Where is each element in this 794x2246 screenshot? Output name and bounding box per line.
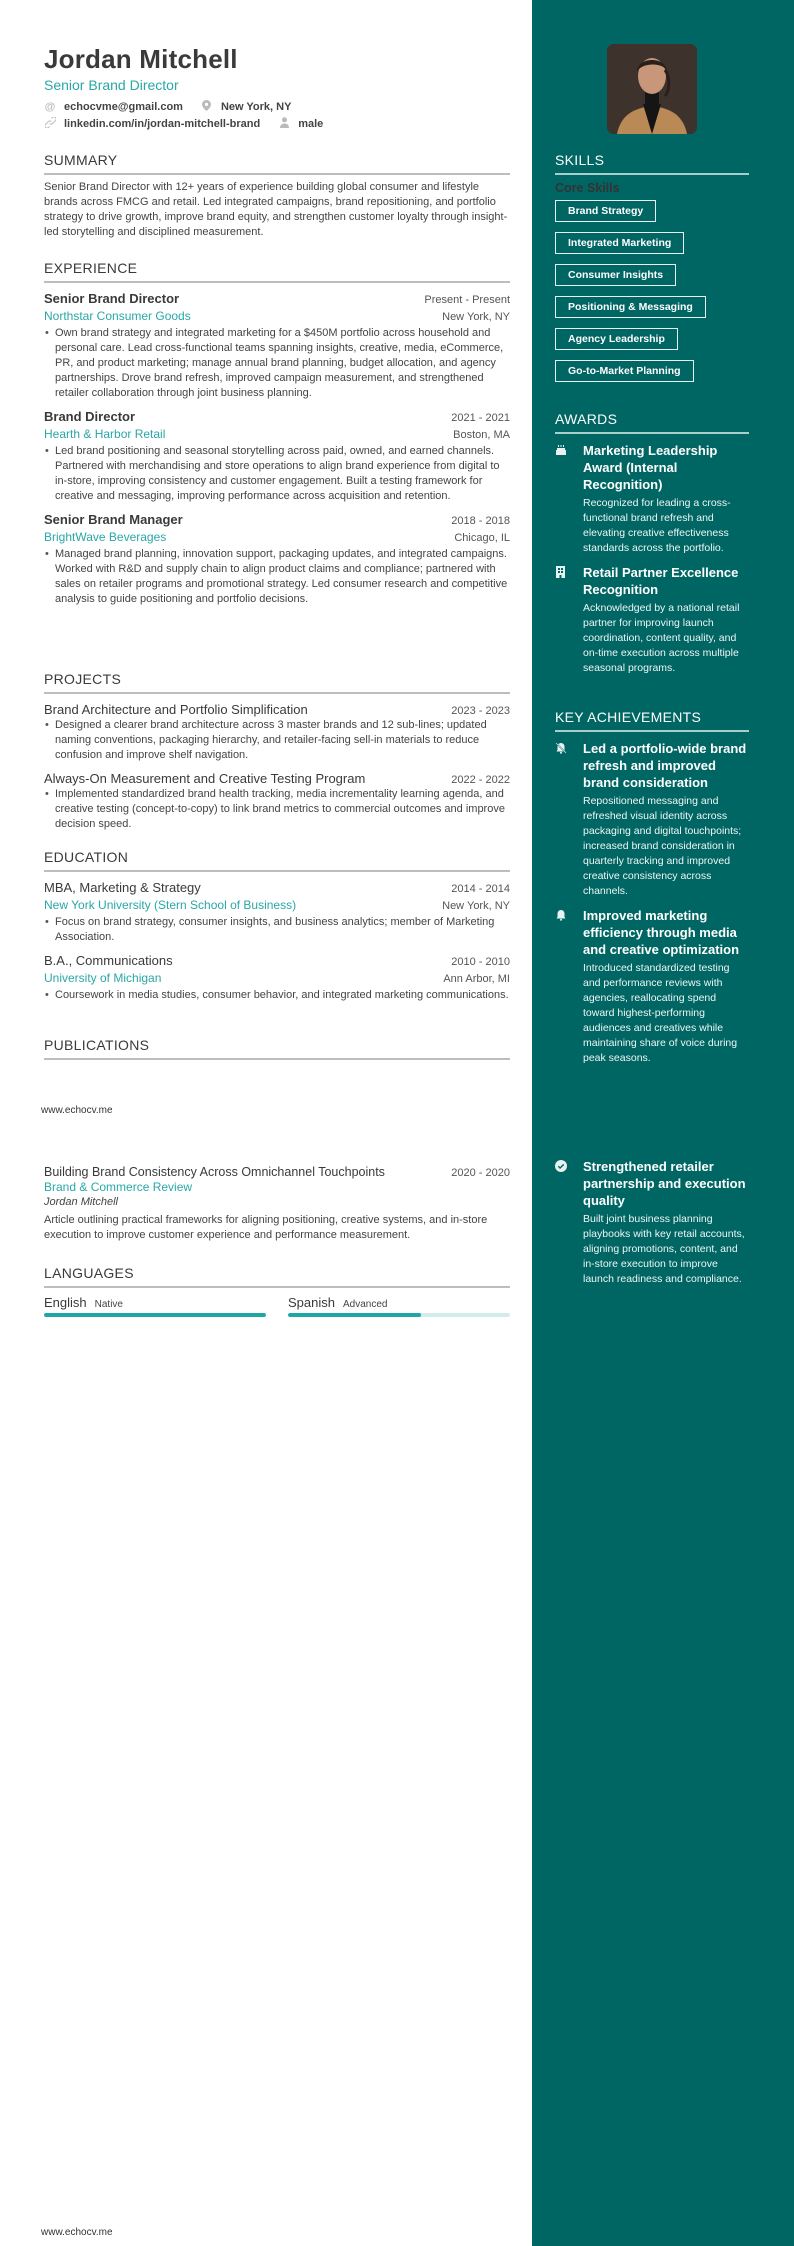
skills-group-title: Core Skills [555, 181, 620, 195]
publication-title: Building Brand Consistency Across Omnichannel Touchpoints [44, 1165, 385, 1179]
contact-row-2 [44, 117, 323, 131]
award-item [555, 442, 749, 556]
section-heading: EXPERIENCE [44, 260, 510, 283]
email-link[interactable]: echocvme@gmail.com [64, 101, 183, 113]
footer-link[interactable]: www.echocv.me [41, 1105, 113, 1116]
language-proficiency-bar [44, 1313, 266, 1317]
bell-slash-icon [555, 740, 583, 899]
project-title: Brand Architecture and Portfolio Simplification [44, 702, 308, 717]
section-heading: LANGUAGES [44, 1265, 510, 1288]
achievement-item [555, 740, 749, 899]
publications-section [44, 1037, 510, 1060]
bell-icon [555, 907, 583, 1066]
link-icon [44, 117, 56, 131]
experience-item [44, 291, 510, 401]
skill-chip: Brand Strategy [555, 200, 656, 222]
section-heading: EDUCATION [44, 849, 510, 872]
job-dates: 2018 - 2018 [451, 515, 510, 527]
education-bullet: • Coursework in media studies, consumer behavior, and integrated marketing communications. [44, 988, 510, 1003]
profile-photo [607, 44, 697, 134]
achievement-description: Introduced standardized testing and performance reviews with agencies, reallocating spend toward highest-performing audiences and creatives while maintaining share of voice during peak seasons. [583, 962, 738, 1064]
section-heading: PROJECTS [44, 671, 510, 694]
achievement-title: Led a portfolio-wide brand refresh and improved brand consideration [583, 741, 747, 790]
skills-section [555, 152, 749, 382]
skill-chip: Positioning & Messaging [555, 296, 706, 318]
section-heading: SUMMARY [44, 152, 510, 175]
cake-icon [555, 442, 583, 556]
education-item [44, 880, 510, 945]
user-icon [278, 117, 290, 131]
education-dates: 2010 - 2010 [451, 956, 510, 968]
job-bullet: • Own brand strategy and integrated marketing for a $450M portfolio across household and personal care. Lead cross-functional teams spanning insights, creative, media, eCommerce, PR, and product marketing; manage annual brand planning, budget allocation, and agency partnerships. Drove brand refresh, improved campaign measurement, and strengthened retailer collaboration through joint business planning. [44, 326, 510, 401]
job-location: Boston, MA [453, 429, 510, 441]
candidate-name: Jordan Mitchell [44, 44, 238, 74]
project-bullet: • Designed a clearer brand architecture across 3 master brands and 12 sub-lines; updated naming conventions, packaging hierarchy, and retailer-facing sell-in materials to reduce confusion and improve shelf navigation. [44, 718, 510, 763]
achievement-item [555, 907, 749, 1066]
section-heading: SKILLS [555, 152, 749, 175]
language-proficiency-bar [288, 1313, 510, 1317]
skill-chip: Integrated Marketing [555, 232, 684, 254]
job-dates: 2021 - 2021 [451, 412, 510, 424]
publisher-name: Brand & Commerce Review [44, 1180, 193, 1194]
linkedin-link[interactable]: linkedin.com/in/jordan-mitchell-brand [64, 118, 261, 130]
language-item [44, 1295, 266, 1317]
summary-text: Senior Brand Director with 12+ years of experience building global consumer and lifestyle brands across FMCG and retail. Led integrated campaigns, brand repositioning, and portfolio strategy to drive growth, improve brand equity, and strengthen customer loyalty through insight-led storytelling and disciplined measurement. [44, 181, 508, 238]
job-bullet: • Managed brand planning, innovation support, packaging updates, and integrated campaigns. Worked with R&D and supply chain to align product claims and compliance; partnered with sales on retailer programs and promotional strategy. Led consumer research and competitive analysis to guide positioning and portfolio decisions. [44, 547, 510, 607]
education-item [44, 953, 510, 1003]
project-item [44, 771, 510, 832]
job-location: Chicago, IL [454, 532, 510, 544]
company-name: BrightWave Beverages [44, 530, 167, 544]
skill-chip: Consumer Insights [555, 264, 676, 286]
job-dates: Present - Present [424, 294, 510, 306]
job-title: Brand Director [44, 409, 136, 424]
achievement-title: Improved marketing efficiency through media and creative optimization [583, 908, 740, 957]
language-name: Spanish [288, 1295, 335, 1310]
company-name: Northstar Consumer Goods [44, 309, 191, 323]
achievements-section [555, 709, 749, 1066]
award-description: Acknowledged by a national retail partner for improving launch coordination, content quality, and on-time execution across multiple seasonal programs. [583, 602, 740, 674]
school-name: New York University (Stern School of Business) [44, 898, 297, 912]
degree: B.A., Communications [44, 953, 173, 968]
publication-item [44, 1165, 510, 1243]
job-title: Senior Brand Director [44, 291, 180, 306]
job-bullet: • Led brand positioning and seasonal storytelling across paid, owned, and earned channels. Partnered with merchandising and store operations to align brand experience from digital to in-store, improving consistency and customer engagement. Built a testing framework for creative and messaging, improving performance across acquisition and retention. [44, 444, 510, 504]
experience-item [44, 409, 510, 504]
project-dates: 2023 - 2023 [451, 705, 510, 717]
school-location: Ann Arbor, MI [443, 973, 510, 985]
company-name: Hearth & Harbor Retail [44, 427, 166, 441]
achievement-description: Repositioned messaging and refreshed visual identity across packaging and digital touchpoints; increased brand consideration in quarterly tracking and improved creative consistency across channels. [583, 795, 742, 897]
publication-description: Article outlining practical frameworks for aligning positioning, creative systems, and in-store execution to improve customer experience and performance measurement. [44, 1214, 488, 1241]
job-location: New York, NY [442, 311, 510, 323]
at-icon: @ [44, 101, 56, 113]
education-bullet: • Focus on brand strategy, consumer insights, and business analytics; member of Marketing Association. [44, 915, 510, 945]
experience-section [44, 260, 510, 607]
summary-section [44, 152, 510, 240]
education-section [44, 849, 510, 1003]
project-item [44, 702, 510, 763]
school-location: New York, NY [442, 900, 510, 912]
award-item [555, 564, 749, 676]
gender-text: male [298, 118, 324, 130]
achievements-continued [555, 1158, 749, 1287]
experience-item [44, 512, 510, 607]
location-text: New York, NY [220, 101, 292, 113]
education-dates: 2014 - 2014 [451, 883, 510, 895]
skill-chip: Agency Leadership [555, 328, 678, 350]
school-name: University of Michigan [44, 971, 162, 985]
publication-author: Jordan Mitchell [44, 1196, 118, 1208]
section-heading: PUBLICATIONS [44, 1037, 510, 1060]
award-description: Recognized for leading a cross-functional brand refresh and elevating creative effectiveness standards across the portfolio. [583, 497, 731, 554]
publication-dates: 2020 - 2020 [451, 1167, 510, 1179]
award-title: Marketing Leadership Award (Internal Recognition) [583, 443, 718, 492]
degree: MBA, Marketing & Strategy [44, 880, 201, 895]
achievement-description: Built joint business planning playbooks with key retail accounts, aligning promotions, content, and in-store execution to improve launch readiness and compliance. [583, 1213, 745, 1285]
building-icon [555, 564, 583, 676]
project-bullet: • Implemented standardized brand health tracking, media incrementality learning agenda, and creative testing (concept-to-copy) to link brand metrics to commercial outcomes and improve decision speed. [44, 787, 510, 832]
contact-row-1 [44, 100, 291, 114]
achievement-title: Strengthened retailer partnership and execution quality [583, 1159, 746, 1208]
award-title: Retail Partner Excellence Recognition [583, 565, 739, 597]
project-dates: 2022 - 2022 [451, 774, 510, 786]
awards-section [555, 411, 749, 676]
map-pin-icon [201, 100, 213, 114]
job-title: Senior Brand Manager [44, 512, 183, 527]
skill-chip: Go-to-Market Planning [555, 360, 694, 382]
candidate-title: Senior Brand Director [44, 77, 179, 93]
section-heading: AWARDS [555, 411, 749, 434]
section-heading: KEY ACHIEVEMENTS [555, 709, 749, 732]
achievement-item [555, 1158, 749, 1287]
check-circle-icon [555, 1158, 583, 1287]
language-item [288, 1295, 510, 1317]
languages-section [44, 1265, 510, 1317]
language-name: English [44, 1295, 87, 1310]
project-title: Always-On Measurement and Creative Testing Program [44, 771, 366, 786]
projects-section [44, 671, 510, 832]
language-level: Native [94, 1299, 123, 1310]
language-level: Advanced [342, 1299, 388, 1310]
footer-link[interactable]: www.echocv.me [41, 2227, 113, 2238]
